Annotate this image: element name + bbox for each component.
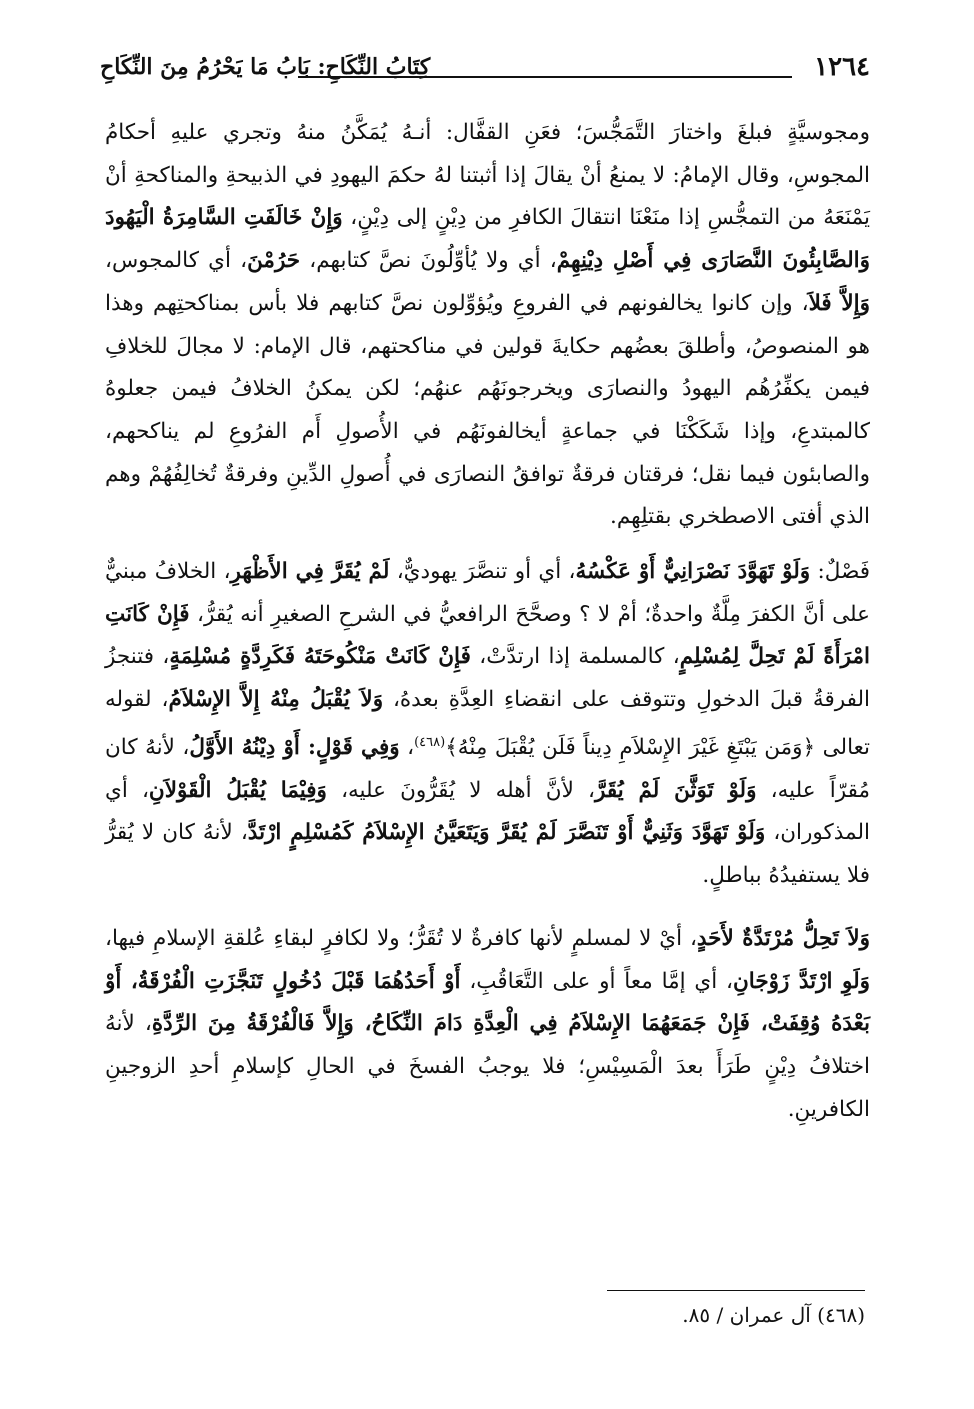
- sharh-text: ، لأنَّ أهله لا يُقَرُّونَ عليه،: [326, 777, 595, 803]
- sharh-text: ، أي ولا يُأوِّلُونَ نصَّ كتابهم،: [300, 248, 557, 274]
- sharh-text: ، أي إمَّا معاً أو على التَّعَاقُبِ،: [460, 968, 733, 994]
- matn-text: وَلَوِ ارْتَدَّ زَوْجَانِ: [733, 968, 871, 994]
- sharh-text: ، كالمسلمة إذا ارتدَّتْ،: [470, 644, 680, 670]
- sharh-text: ، لقوله تعالى ﴿وَمَن يَبْتَغِ غَيْرَ الإِسْلاَمِ دِيناً فَلَن يُقْبَلَ مِنْهُ﴾: [105, 687, 870, 760]
- matn-text: فَإِنْ كَانَتْ مَنْكُوحَتَهُ فَكَرِدَّةٍ مُسْلِمَةٍ: [169, 644, 471, 670]
- sharh-text: ، أيْ لا لمسلمٍ لأنها كافرةٌ لا تُقَرُّ؛ ولا لكافرٍ لبقاءِ عُلقةِ الإسلامِ فيها،: [105, 925, 697, 951]
- matn-text: لَمْ يُقَرَّ فِي الأَظْهَرِ: [230, 559, 390, 585]
- matn-text: أَوْ أَحَدُهُمَا قَبْلَ دُخُولٍ تَنَجَّزَتِ الْفُرْقَةُ، أَوْ بَعْدَهُ وُقِفَتْ، فَإِنْ جَمَعَهُمَا الإِسْلاَمُ فِي الْعِدَّةِ دَامَ النِّكَاحُ، وَإِلاَّ فَالْفُرْقَةُ مِنَ الرِّدَّةِ: [105, 968, 870, 1037]
- sharh-text: فَصْلٌ:: [810, 559, 870, 585]
- matn-text: وَلَوْ تَهَوَّدَ وَثَنِيٌّ أَوْ تَنَصَّرَ لَمْ يُقَرَّ وَيَتَعَيَّنُ الإِسْلاَمُ كَمُسْلِمٍ ارْتَدَّ: [247, 820, 766, 846]
- sharh-text: ، وإن كانوا يخالفونهم في الفروعِ ويُؤوِّلون نصَّ كتابهم فلا بأس بمناكحتِهم وهذا هو المنصوصُ، وأطلقَ بعضُهم حكايةَ قولين في مناكحتهم، قال الإمام: لا مجالَ للخلافِ فيمن يكفِّرُهُم اليهودُ والنصارَى ويخرجونَهُم عنهُم؛ لكن يمكنُ الخلافُ فيمن جعلوهُ كالمبتدعِ، وإذا شَكَكْنَا في جماعةٍ أيخالفونَهُم في الأُصولِ أَم الفرُوعِ لم يناكحهم، والصابئون فيما نقل؛ فرقتان فرقةٌ توافقُ النصارَى في أُصولِ الدِّينِ وفرقةٌ تُخالِفُهُمْ وهم الذي أفتى الاصطخري بقتلِهِم.: [105, 290, 870, 530]
- paragraph: [105, 918, 870, 1132]
- sharh-text: ، أي المذكوران،: [105, 777, 870, 846]
- matn-text: وَلاَ يُقْبَلُ مِنْهُ إِلاَّ الإِسْلاَمُ: [168, 687, 384, 713]
- sharh-text: ، الخلافُ مبنيٌّ على أنَّ الكفرَ مِلَّةٌ واحدةٌ؛ أمْ لا ؟ وصحَّحَ الرافعيُّ في الشرحِ الصغيرِ أنه يُقرُّ،: [105, 559, 871, 627]
- footnote-ref: (٤٦٨): [414, 734, 446, 750]
- sharh-text: ، لأنهُ كان لا يُقرُّ فلا يستفيدُهُ بباطلٍ.: [105, 820, 870, 889]
- matn-text: حَرُمْنَ: [247, 248, 301, 274]
- matn-text: وَإِنْ خَالَفَتِ السَّامِرَةُ الْيَهُودَ وَالصَّابِئُونَ النَّصَارَى فِي أَصْلِ دِيْنِهِمْ: [105, 205, 870, 274]
- matn-text: وَفِيْمَا يُقْبَلُ الْقَوْلاَنِ: [148, 777, 327, 803]
- page-number: ١٢٦٤: [814, 52, 870, 82]
- paragraph: [105, 112, 870, 539]
- main-text: [105, 112, 870, 1131]
- matn-text: وَلاَ تَحِلُّ مُرْتَدَّةٌ لأَحَدٍ: [696, 925, 870, 951]
- matn-text: وَإِلاَّ فَلاَ: [808, 290, 870, 316]
- footnote-rule: [607, 1290, 865, 1291]
- sharh-text: ،: [399, 735, 415, 760]
- matn-text: وَلَوْ تَهَوَّدَ نَصْرَانِيٌّ أَوْ عَكْسُهُ: [575, 559, 811, 585]
- page-header: [100, 52, 870, 88]
- matn-text: وَفِي قَوْلٍ: أَوْ دِيْنُهُ الأَوَّلُ: [189, 735, 400, 760]
- sharh-text: ، أي أو تنصَّرَ يهوديٌّ،: [389, 559, 576, 585]
- matn-text: وَلَوْ تَوَثَّنَ لَمْ يُقَرَّ: [594, 777, 757, 803]
- paragraph: [105, 551, 870, 898]
- matn-text: فَإِنْ كَانَتِ امْرَأَةً لَمْ تَحِلَّ لِمُسْلِمٍ: [105, 601, 871, 670]
- sharh-text: ، أي كالمجوس،: [105, 248, 248, 274]
- sharh-text: ومجوسيَّةٍ فبلغَ واختارَ التَّمَجُّسَ؛ فعَنِ القفَّال: أنـهُ يُمَكَّنُ منهُ وتجري عليهِ أحكامُ المجوسِ، وقال الإمامُ: لا يمنعُ أنْ يقالَ إذا أثبتنا لهُ حكمَ اليهودِ في الذبيحةِ والمناكحةِ أنْ يَمْنَعَهُ من التمجُّسِ إذا منَعْنَا انتقالَ الكافرِ من دِيْنٍ إلى دِيْنٍ،: [105, 120, 870, 231]
- footnote: (٤٦٨) آل عمران / ٨٥.: [682, 1303, 865, 1327]
- running-title: كِتَابُ النِّكَاحِ: بَابُ مَا يَحْرُمُ مِنَ النِّكَاحِ: [100, 54, 431, 80]
- sharh-text: ، لأنهُ كان مُقرّاً عليه،: [105, 735, 870, 803]
- sharh-text: ، لأنهُ اختلافُ دِيْنٍ طَرَأَ بعدَ الْمَسِيْسِ؛ فلا يوجبُ الفسخَ في الحالِ كإسلامِ أحدِ الزوجينِ الكافرينِ.: [105, 1011, 870, 1122]
- sharh-text: ، فتنجزُ الفرقةُ قبلَ الدخولِ وتتوقف على انقضاءِ العِدَّةِ بعدهُ،: [105, 644, 870, 713]
